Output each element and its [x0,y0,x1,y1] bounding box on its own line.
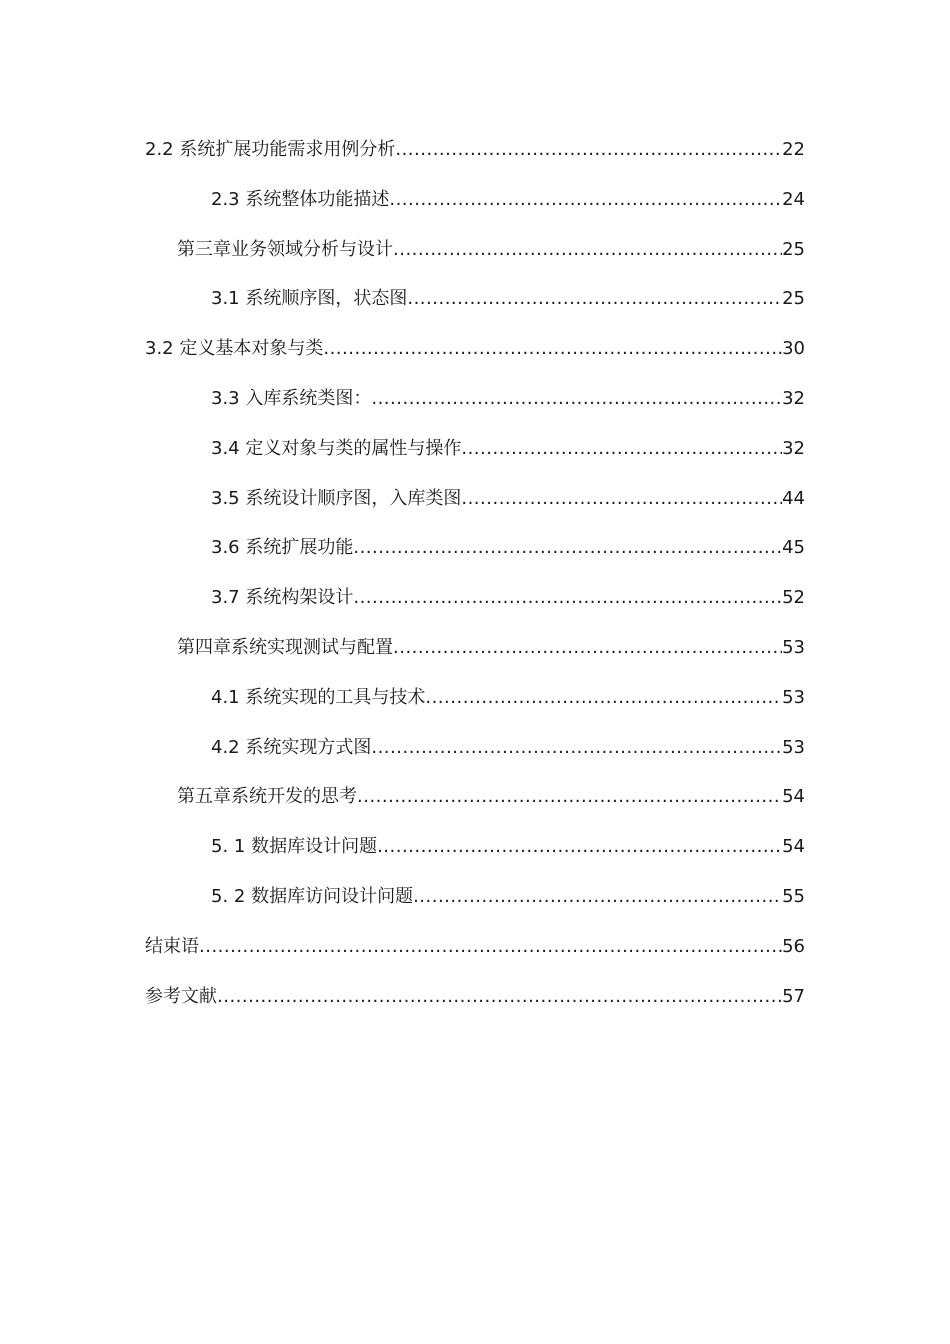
toc-entry-page: 54 [782,786,805,808]
toc-entry-page: 57 [782,985,805,1007]
toc-entry-title: 3.7 系统构架设计 [211,587,354,609]
toc-entry-page: 24 [782,188,805,210]
toc-entry-page: 52 [782,587,805,609]
toc-entry-page: 53 [782,636,805,658]
toc-entry-title: 第五章系统开发的思考 [177,786,357,808]
toc-entry-title: 3.1 系统顺序图，状态图 [211,288,408,310]
toc-entry[interactable] [0,978,950,1028]
toc-entry-title: 3.5 系统设计顺序图，入库类图 [211,487,462,509]
toc-dot-leader [353,579,782,617]
toc-dot-leader [357,778,782,816]
toc-entry[interactable] [0,231,950,281]
toc-entry-page: 25 [782,238,805,260]
toc-entry-title: 3.6 系统扩展功能 [211,537,354,559]
toc-entry-page: 54 [782,836,805,858]
toc-entry[interactable] [0,380,950,430]
toc-dot-leader [323,330,782,368]
toc-entry-page: 53 [782,736,805,758]
toc-entry[interactable] [0,679,950,729]
toc-dot-leader [395,131,782,169]
toc-entry-page: 45 [782,537,805,559]
toc-entry[interactable] [0,280,950,330]
toc-entry[interactable] [0,330,950,380]
toc-entry-title: 3.4 定义对象与类的属性与操作 [211,437,462,459]
toc-dot-leader [407,280,782,318]
toc-entry-title: 4.2 系统实现方式图 [211,736,372,758]
toc-entry-title: 第四章系统实现测试与配置 [177,636,393,658]
toc-entry[interactable] [0,579,950,629]
toc-entry-title: 参考文献 [145,985,217,1007]
toc-entry-title: 第三章业务领域分析与设计 [177,238,393,260]
toc-entry[interactable] [0,430,950,480]
toc-entry-title: 3.3 入库系统类图： [211,387,372,409]
toc-dot-leader [371,380,782,418]
toc-entry-title: 2.2 系统扩展功能需求用例分析 [145,139,396,160]
toc-entry-title: 5. 2 数据库访问设计问题 [211,885,414,907]
toc-dot-leader [413,878,782,916]
toc-entry-title: 5. 1 数据库设计问题 [211,836,378,858]
toc-entry[interactable] [0,181,950,231]
toc-entry-page: 56 [782,935,805,957]
toc-entry-page: 44 [782,487,805,509]
toc-entry-page: 25 [782,288,805,310]
toc-entry[interactable] [0,729,950,779]
toc-entry[interactable] [0,131,950,181]
toc-entry-page: 32 [782,437,805,459]
toc-entry-page: 22 [782,139,805,160]
toc-entry-page: 30 [782,338,805,360]
toc-entry[interactable] [0,878,950,928]
toc-dot-leader [353,529,782,567]
toc-dot-leader [461,480,782,518]
toc-entry-title: 4.1 系统实现的工具与技术 [211,686,426,708]
table-of-contents [0,131,950,1027]
toc-entry-page: 53 [782,686,805,708]
toc-dot-leader [217,978,782,1016]
toc-entry[interactable] [0,778,950,828]
toc-dot-leader [393,231,782,269]
toc-entry[interactable] [0,629,950,679]
toc-dot-leader [393,629,782,667]
toc-dot-leader [389,181,782,219]
toc-entry-title: 3.2 定义基本对象与类 [145,338,324,360]
toc-entry[interactable] [0,480,950,530]
toc-dot-leader [371,729,782,767]
toc-dot-leader [199,928,782,966]
toc-dot-leader [461,430,782,468]
toc-entry[interactable] [0,928,950,978]
toc-entry-page: 32 [782,387,805,409]
toc-entry-page: 55 [782,885,805,907]
toc-entry[interactable] [0,828,950,878]
toc-dot-leader [377,828,782,866]
toc-entry-title: 结束语 [145,935,199,957]
toc-entry[interactable] [0,529,950,579]
toc-dot-leader [425,679,782,717]
toc-entry-title: 2.3 系统整体功能描述 [211,188,390,210]
